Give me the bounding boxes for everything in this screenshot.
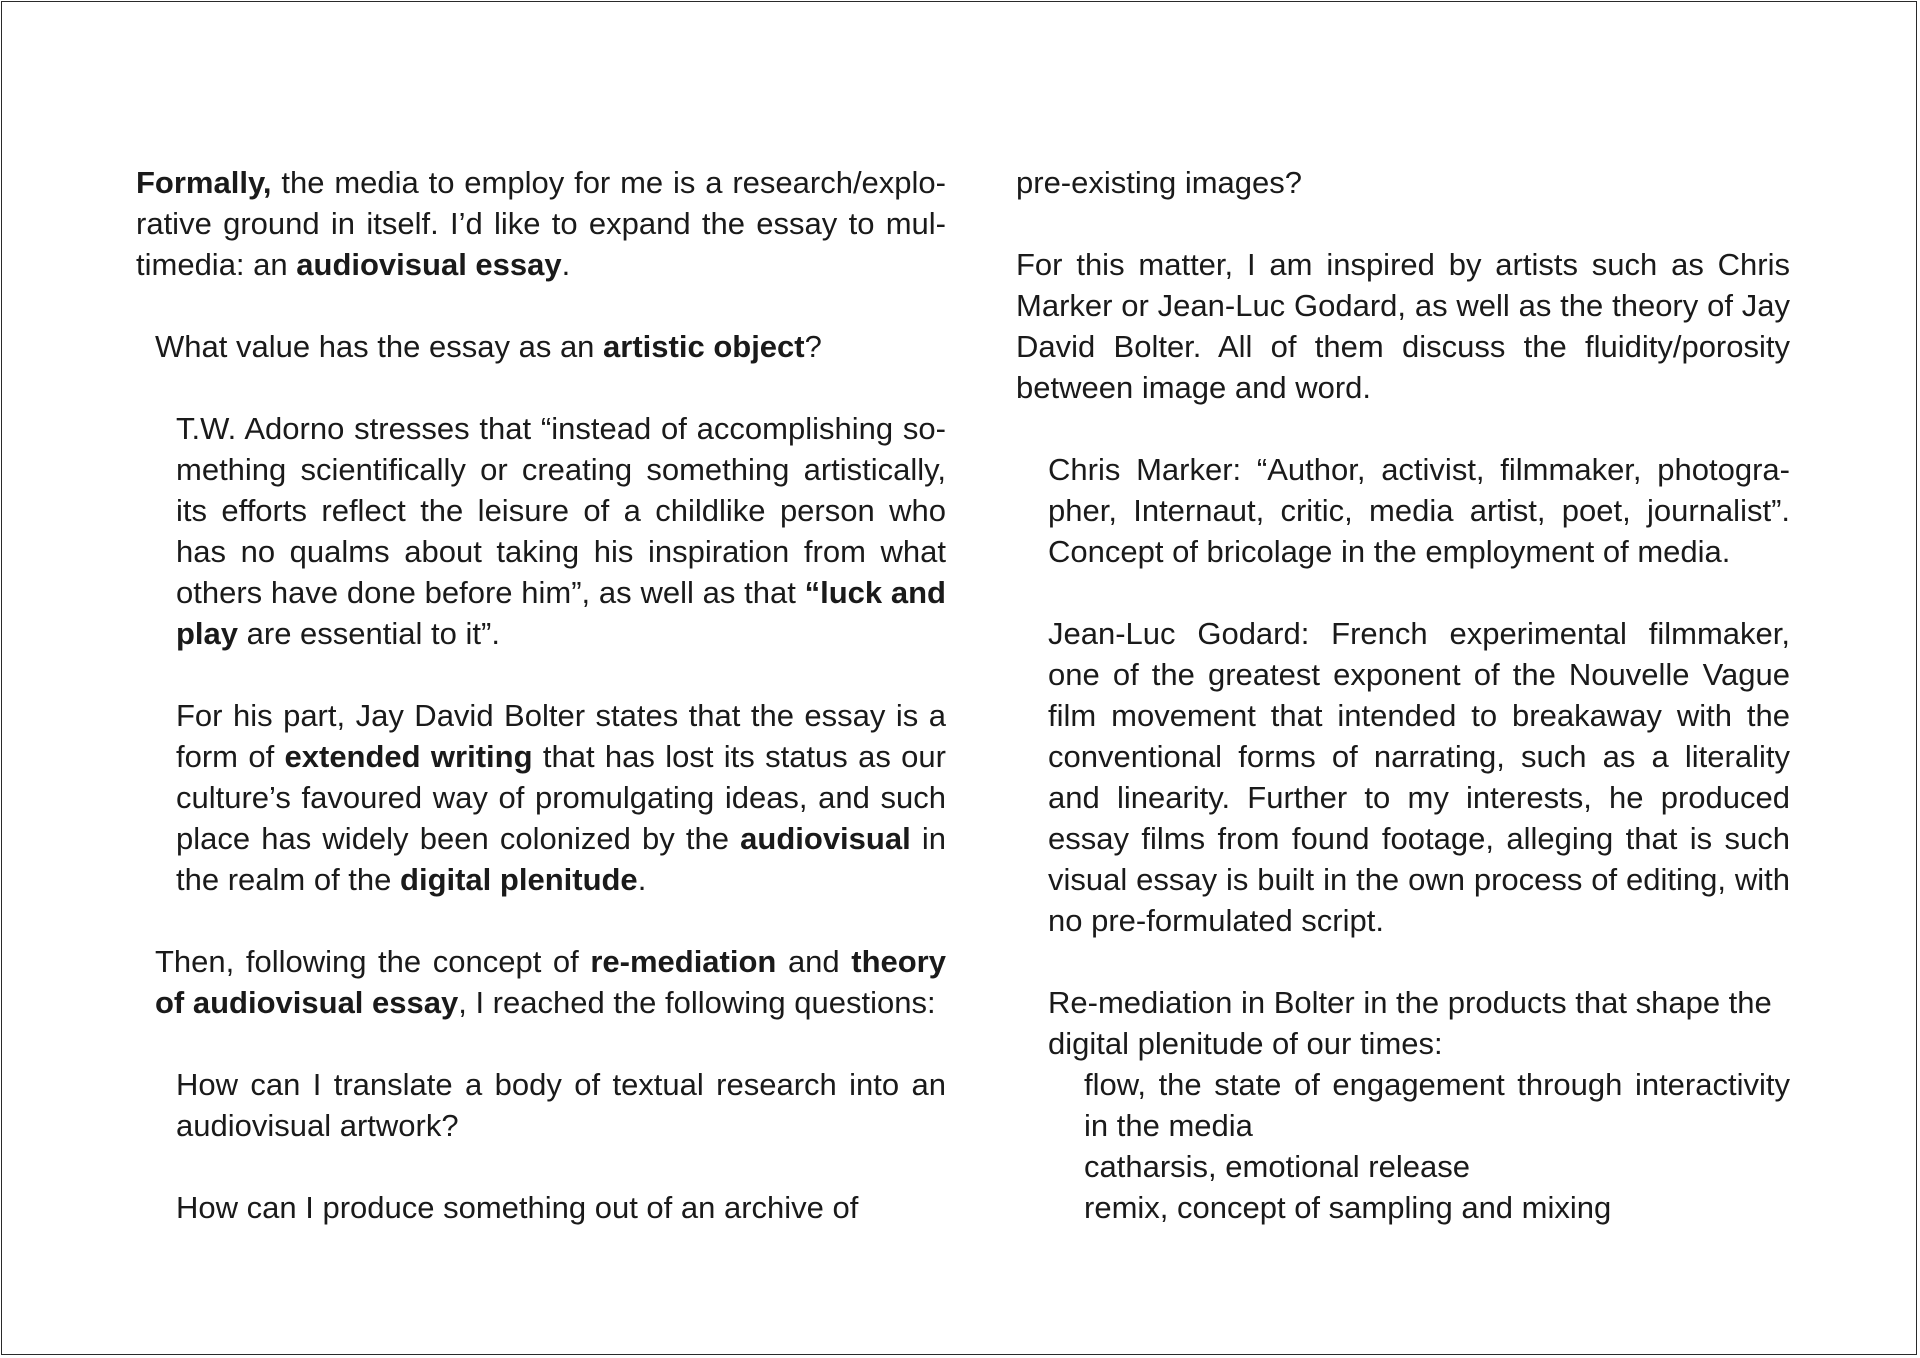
question-translate: How can I translate a body of textual research into an audiovisual artwork? — [176, 1067, 946, 1143]
bold-lead: Formally, — [136, 165, 272, 200]
paragraph-inspired: For this matter, I am inspired by artists such as Chris Marker or Jean-Luc Godard, as well as the theory of Jay David Bolter. All of them discuss the fluidity/porosity between image and word. — [1016, 247, 1790, 405]
bold-term: audiovisual — [740, 821, 911, 856]
bold-term: extended writing — [284, 739, 533, 774]
left-column — [136, 162, 946, 1228]
bold-term: audiovisual essay — [296, 247, 562, 282]
document-page — [1, 1, 1917, 1355]
list-item-remix: remix, concept of sampling and mixing — [1084, 1190, 1612, 1225]
list-item-flow: flow, the state of engagement through interactivity in the media — [1084, 1067, 1790, 1143]
bold-term: artistic object — [603, 329, 805, 364]
bold-term: theory of audiovisual essay — [155, 944, 946, 1020]
bold-term: digital plenitude — [400, 862, 638, 897]
text: that has lost its status as our culture’s favoured way of promulgating ideas, and such place has widely been colonized by the — [176, 739, 946, 856]
question-artistic-object — [136, 326, 946, 367]
list-item-catharsis: catharsis, emotional release — [1084, 1149, 1470, 1184]
bold-term: “luck and play — [176, 575, 946, 651]
right-column — [1016, 162, 1790, 1228]
bold-term: re-mediation — [590, 944, 777, 979]
text: . — [561, 247, 571, 282]
text: , I reached the following questions: — [458, 985, 936, 1020]
text: are essential to it”. — [238, 616, 500, 651]
paragraph-godard: Jean-Luc Godard: French experimental filmmaker, one of the greatest exponent of the Nouvelle Vague film movement that intended to breakaway with the conventional forms of narrating, such as a literality and linearity. Further to my interests, he produced essay films from found footage, alleging that is such visual essay is built in the own process of editing, with no pre-formulated script. — [1048, 616, 1790, 938]
paragraph-formally — [136, 162, 946, 285]
text: T.W. Adorno stresses that “instead of accomplishing something scientifically or creating something artistically, its efforts reflect the leisure of a childlike person who has no qualms about taking his inspiration from what others have done before him”, as well as that — [176, 411, 946, 610]
paragraph-continuation: pre-existing images? — [1016, 165, 1303, 200]
paragraph-adorno — [136, 408, 946, 654]
paragraph-then — [136, 941, 946, 1023]
text: What value has the essay as an — [155, 329, 604, 364]
text: and — [776, 944, 852, 979]
text: ? — [804, 329, 822, 364]
question-archive: How can I produce something out of an archive of — [176, 1190, 859, 1225]
paragraph-chris-marker: Chris Marker: “Author, activist, filmmaker, photographer, Internaut, critic, media artist, poet, journalist”. Concept of bricolage in the employment of media. — [1048, 452, 1790, 569]
text: For his part, Jay David Bolter states that the essay is a form of — [176, 698, 946, 774]
text: Then, following the concept of — [155, 944, 591, 979]
text: in the realm of the — [176, 821, 946, 897]
paragraph-bolter — [136, 695, 946, 900]
paragraph-remediation-intro: Re-mediation in Bolter in the products that shape the digital plenitude of our times: — [1048, 985, 1772, 1061]
text: the media to employ for me is a research/explorative ground in itself. I’d like to expand the essay to multimedia: an — [136, 165, 946, 282]
text: . — [637, 862, 647, 897]
